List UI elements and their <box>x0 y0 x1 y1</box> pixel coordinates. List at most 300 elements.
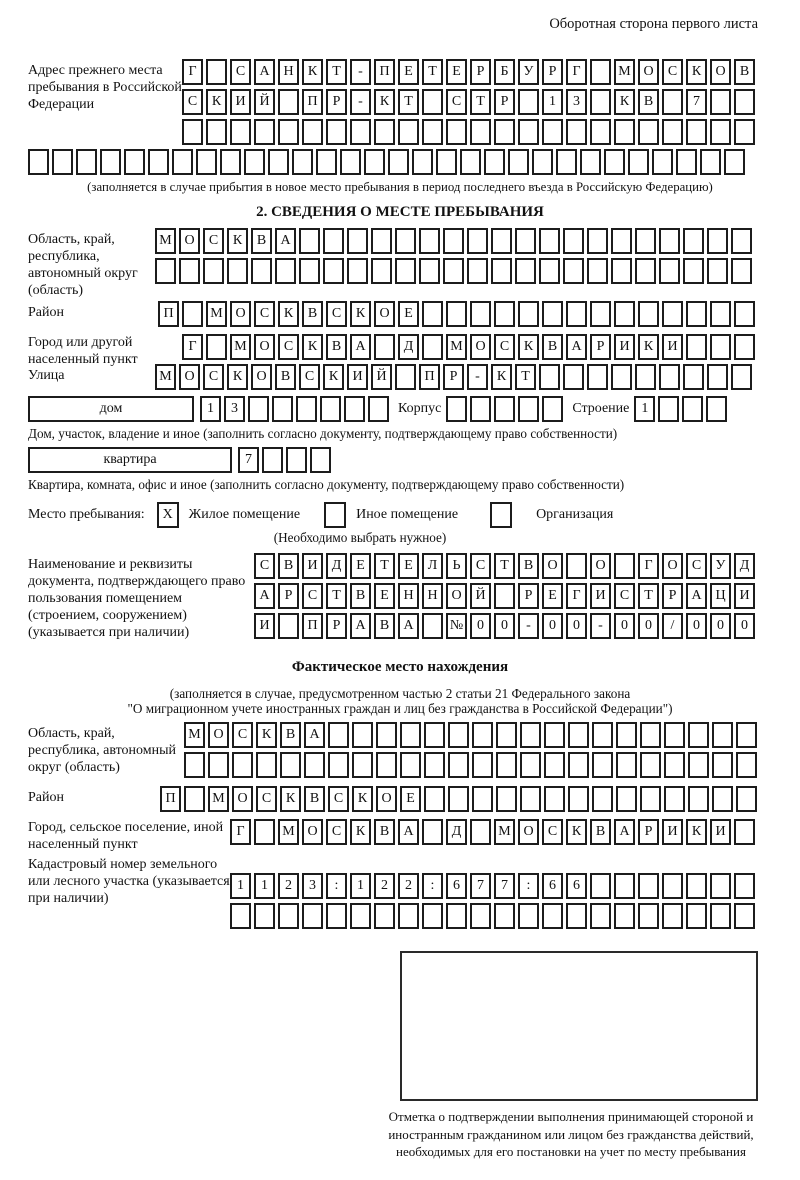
char-cell: 7 <box>238 447 259 473</box>
char-cell: А <box>254 59 275 85</box>
char-cell: Р <box>470 59 491 85</box>
char-cell: 0 <box>542 613 563 639</box>
char-cell: 3 <box>302 873 323 899</box>
char-cell: О <box>232 786 253 812</box>
char-cell <box>566 553 587 579</box>
char-cell: И <box>614 334 635 360</box>
char-cell: Г <box>566 583 587 609</box>
char-cell: К <box>350 301 371 327</box>
char-cell: К <box>491 364 512 390</box>
char-cell: В <box>275 364 296 390</box>
cadastral-label: Кадастровый номер земельного или лесного участка (указывается при наличии) <box>28 857 230 906</box>
char-cell: Г <box>638 553 659 579</box>
char-cell: П <box>160 786 181 812</box>
stroenie-cells[interactable] <box>634 396 730 422</box>
char-cell <box>614 903 635 929</box>
char-cell <box>254 903 275 929</box>
char-cell <box>736 786 757 812</box>
char-cell <box>566 119 587 145</box>
char-cell <box>470 119 491 145</box>
char-cell: С <box>230 59 251 85</box>
street-row[interactable] <box>155 364 755 390</box>
char-cell: В <box>251 228 272 254</box>
char-cell: 0 <box>614 613 635 639</box>
char-cell <box>710 301 731 327</box>
char-cell: С <box>256 786 277 812</box>
char-cell <box>256 752 277 778</box>
char-cell: Е <box>374 583 395 609</box>
char-cell: П <box>374 59 395 85</box>
char-cell <box>446 119 467 145</box>
char-cell <box>491 258 512 284</box>
char-cell <box>278 89 299 115</box>
char-cell: А <box>275 228 296 254</box>
char-cell <box>710 334 731 360</box>
char-cell: В <box>590 819 611 845</box>
char-cell <box>422 819 443 845</box>
char-cell <box>580 149 601 175</box>
char-cell <box>292 149 313 175</box>
char-cell <box>664 722 685 748</box>
street-block <box>0 364 800 394</box>
char-cell: В <box>280 722 301 748</box>
char-cell <box>272 396 293 422</box>
char-cell: К <box>686 819 707 845</box>
char-cell <box>731 364 752 390</box>
char-cell: Е <box>400 786 421 812</box>
cadastral-row-1[interactable] <box>230 873 758 899</box>
char-cell: П <box>158 301 179 327</box>
char-cell <box>688 722 709 748</box>
char-cell <box>422 613 443 639</box>
char-cell <box>395 364 416 390</box>
char-cell: О <box>662 553 683 579</box>
char-cell <box>563 364 584 390</box>
apartment-cells[interactable] <box>238 447 334 473</box>
char-cell <box>638 301 659 327</box>
stay-type-caption: (Необходимо выбрать нужное) <box>273 530 447 545</box>
char-cell <box>496 752 517 778</box>
char-cell: - <box>350 59 371 85</box>
char-cell <box>388 149 409 175</box>
char-cell <box>470 396 491 422</box>
char-cell: Д <box>326 553 347 579</box>
char-cell: С <box>299 364 320 390</box>
char-cell: О <box>179 364 200 390</box>
actual-region-label: Область, край, республика, автономный округ (область) <box>28 726 177 775</box>
char-cell: С <box>254 553 275 579</box>
char-cell <box>275 258 296 284</box>
char-cell: Р <box>494 89 515 115</box>
char-cell <box>736 722 757 748</box>
char-cell: О <box>446 583 467 609</box>
char-cell: Т <box>470 89 491 115</box>
char-cell: М <box>230 334 251 360</box>
char-cell <box>470 903 491 929</box>
char-cell: 3 <box>224 396 245 422</box>
char-cell <box>494 119 515 145</box>
char-cell: К <box>686 59 707 85</box>
char-cell: О <box>518 819 539 845</box>
char-cell: 1 <box>254 873 275 899</box>
char-cell <box>296 396 317 422</box>
char-cell <box>734 903 755 929</box>
char-cell: - <box>518 613 539 639</box>
stay-type-checkbox-residential[interactable]: X <box>157 502 179 528</box>
actual-region-row-2[interactable] <box>184 752 760 778</box>
char-cell <box>436 149 457 175</box>
house-number-cells[interactable] <box>200 396 392 422</box>
char-cell <box>712 752 733 778</box>
char-cell <box>659 258 680 284</box>
prev-address-grid <box>182 59 758 149</box>
char-cell: М <box>494 819 515 845</box>
char-cell <box>182 301 203 327</box>
char-cell <box>590 903 611 929</box>
char-cell: А <box>254 583 275 609</box>
char-cell: О <box>470 334 491 360</box>
char-cell: Ь <box>446 553 467 579</box>
char-cell <box>712 722 733 748</box>
char-cell: 0 <box>494 613 515 639</box>
char-cell <box>422 119 443 145</box>
char-cell: С <box>182 89 203 115</box>
char-cell <box>515 228 536 254</box>
char-cell <box>350 119 371 145</box>
char-cell <box>652 149 673 175</box>
char-cell <box>350 903 371 929</box>
char-cell <box>688 786 709 812</box>
char-cell <box>448 722 469 748</box>
document-row-3[interactable] <box>254 613 758 639</box>
char-cell <box>628 149 649 175</box>
char-cell <box>662 903 683 929</box>
actual-district-label: Район <box>28 790 64 805</box>
house-box[interactable]: дом <box>28 396 194 422</box>
char-cell <box>566 903 587 929</box>
char-cell: О <box>590 553 611 579</box>
char-cell: 1 <box>200 396 221 422</box>
char-cell <box>278 613 299 639</box>
char-cell <box>371 228 392 254</box>
document-label: Наименование и реквизиты документа, подтверждающего право пользования помещением (строением, сооружением) (указывается при наличии) <box>28 557 246 640</box>
char-cell: В <box>518 553 539 579</box>
char-cell: И <box>347 364 368 390</box>
char-cell <box>734 873 755 899</box>
char-cell: У <box>710 553 731 579</box>
char-cell: И <box>254 613 275 639</box>
char-cell <box>590 301 611 327</box>
char-cell <box>662 119 683 145</box>
char-cell <box>659 228 680 254</box>
char-cell: С <box>302 583 323 609</box>
char-cell <box>232 752 253 778</box>
char-cell: В <box>350 583 371 609</box>
char-cell <box>520 786 541 812</box>
char-cell: М <box>155 228 176 254</box>
char-cell: В <box>278 553 299 579</box>
char-cell <box>710 903 731 929</box>
char-cell <box>230 903 251 929</box>
char-cell <box>304 752 325 778</box>
prev-address-row-2[interactable] <box>182 89 758 115</box>
char-cell <box>688 752 709 778</box>
char-cell <box>518 396 539 422</box>
char-cell <box>398 119 419 145</box>
char-cell <box>518 903 539 929</box>
confirmation-stamp-caption: Отметка о подтверждении выполнения принимающей стороной и иностранным гражданином или лицом без гражданства действий, необходимых для его постановки на учет по месту пребывания <box>388 1109 754 1159</box>
char-cell <box>614 873 635 899</box>
char-cell <box>508 149 529 175</box>
city-row[interactable] <box>182 334 758 360</box>
char-cell: 0 <box>470 613 491 639</box>
char-cell: А <box>566 334 587 360</box>
char-cell <box>518 301 539 327</box>
char-cell <box>590 119 611 145</box>
char-cell <box>664 786 685 812</box>
actual-region-row-1[interactable] <box>184 722 760 748</box>
cadastral-row-2[interactable] <box>230 903 758 929</box>
char-cell: К <box>518 334 539 360</box>
char-cell <box>539 228 560 254</box>
char-cell: С <box>494 334 515 360</box>
char-cell: Н <box>422 583 443 609</box>
char-cell <box>734 89 755 115</box>
char-cell: С <box>614 583 635 609</box>
char-cell: С <box>662 59 683 85</box>
char-cell <box>424 752 445 778</box>
prev-address-row-3[interactable] <box>182 119 758 145</box>
char-cell: Е <box>398 553 419 579</box>
char-cell: / <box>662 613 683 639</box>
char-cell <box>299 258 320 284</box>
prev-address-row-4[interactable] <box>28 149 748 175</box>
char-cell <box>587 364 608 390</box>
char-cell <box>710 873 731 899</box>
char-cell: Р <box>326 89 347 115</box>
korpus-cells[interactable] <box>446 396 566 422</box>
char-cell: Т <box>494 553 515 579</box>
char-cell: - <box>590 613 611 639</box>
char-cell: С <box>326 301 347 327</box>
char-cell <box>520 722 541 748</box>
char-cell <box>371 258 392 284</box>
char-cell <box>544 722 565 748</box>
korpus-label: Корпус <box>398 401 442 416</box>
char-cell: 1 <box>350 873 371 899</box>
char-cell <box>368 396 389 422</box>
char-cell: К <box>280 786 301 812</box>
char-cell <box>712 786 733 812</box>
char-cell <box>686 903 707 929</box>
char-cell <box>736 752 757 778</box>
stay-type-checkbox-other-premises[interactable] <box>324 502 346 528</box>
char-cell: О <box>230 301 251 327</box>
stay-type-checkbox-organization[interactable] <box>490 502 512 528</box>
char-cell <box>686 119 707 145</box>
district-row[interactable] <box>158 301 758 327</box>
char-cell <box>611 364 632 390</box>
char-cell <box>412 149 433 175</box>
char-cell <box>710 119 731 145</box>
prev-address-row-1[interactable] <box>182 59 758 85</box>
char-cell <box>206 334 227 360</box>
char-cell: С <box>326 819 347 845</box>
char-cell <box>328 752 349 778</box>
char-cell <box>724 149 745 175</box>
char-cell: О <box>179 228 200 254</box>
char-cell <box>446 301 467 327</box>
char-cell <box>323 228 344 254</box>
char-cell <box>635 258 656 284</box>
char-cell <box>155 258 176 284</box>
char-cell: : <box>326 873 347 899</box>
char-cell <box>542 301 563 327</box>
char-cell <box>542 396 563 422</box>
char-cell <box>683 258 704 284</box>
char-cell <box>340 149 361 175</box>
prev-address-label: Адрес прежнего места пребывания в Российской Федерации <box>28 63 182 112</box>
char-cell <box>611 228 632 254</box>
region-row-2[interactable] <box>155 258 755 284</box>
char-cell: Р <box>662 583 683 609</box>
char-cell: А <box>350 613 371 639</box>
char-cell: Т <box>326 59 347 85</box>
char-cell: А <box>304 722 325 748</box>
char-cell: Т <box>398 89 419 115</box>
char-cell: М <box>206 301 227 327</box>
char-cell: В <box>374 819 395 845</box>
char-cell <box>686 301 707 327</box>
char-cell: О <box>542 553 563 579</box>
char-cell: Д <box>398 334 419 360</box>
house-row <box>0 396 800 426</box>
char-cell: Т <box>638 583 659 609</box>
prev-address-block <box>0 59 800 149</box>
actual-location-caption-2: "О миграционном учете иностранных граждан и лиц без гражданства в Российской Федерации") <box>127 701 673 716</box>
char-cell <box>616 786 637 812</box>
char-cell <box>326 119 347 145</box>
char-cell <box>196 149 217 175</box>
char-cell <box>467 258 488 284</box>
char-cell <box>148 149 169 175</box>
char-cell <box>659 364 680 390</box>
char-cell: 0 <box>686 613 707 639</box>
char-cell: С <box>278 334 299 360</box>
region-row-1[interactable] <box>155 228 755 254</box>
char-cell: Г <box>566 59 587 85</box>
char-cell: Р <box>278 583 299 609</box>
char-cell <box>248 396 269 422</box>
char-cell: Р <box>542 59 563 85</box>
char-cell: С <box>686 553 707 579</box>
actual-city-row[interactable] <box>230 819 758 845</box>
char-cell: К <box>566 819 587 845</box>
confirmation-stamp-box[interactable] <box>400 951 758 1101</box>
char-cell: Е <box>542 583 563 609</box>
char-cell <box>638 903 659 929</box>
char-cell <box>448 752 469 778</box>
char-cell: С <box>203 364 224 390</box>
char-cell: 6 <box>542 873 563 899</box>
char-cell: М <box>446 334 467 360</box>
document-block <box>0 553 800 643</box>
char-cell <box>734 819 755 845</box>
char-cell: П <box>419 364 440 390</box>
char-cell <box>446 396 467 422</box>
char-cell <box>590 89 611 115</box>
char-cell <box>515 258 536 284</box>
char-cell <box>638 873 659 899</box>
char-cell: Г <box>182 59 203 85</box>
document-row-2[interactable] <box>254 583 758 609</box>
char-cell <box>682 396 703 422</box>
prev-address-row-4-wrap <box>0 149 800 179</box>
document-row-1[interactable] <box>254 553 758 579</box>
char-cell: Д <box>446 819 467 845</box>
char-cell: Б <box>494 59 515 85</box>
char-cell: Р <box>443 364 464 390</box>
char-cell <box>400 722 421 748</box>
char-cell <box>491 228 512 254</box>
char-cell <box>472 786 493 812</box>
char-cell <box>182 119 203 145</box>
char-cell: М <box>278 819 299 845</box>
region-label: Область, край, республика, автономный округ (область) <box>28 232 138 298</box>
char-cell: Р <box>590 334 611 360</box>
char-cell <box>616 752 637 778</box>
char-cell <box>494 903 515 929</box>
char-cell: 1 <box>542 89 563 115</box>
char-cell: Т <box>515 364 536 390</box>
char-cell: И <box>662 819 683 845</box>
char-cell <box>398 903 419 929</box>
actual-location-caption-1: (заполняется в случае, предусмотренном частью 2 статьи 21 Федерального закона <box>169 686 631 701</box>
char-cell <box>460 149 481 175</box>
char-cell <box>731 258 752 284</box>
char-cell <box>299 228 320 254</box>
char-cell: О <box>638 59 659 85</box>
actual-district-block <box>0 786 800 816</box>
char-cell <box>326 903 347 929</box>
section2-title: 2. СВЕДЕНИЯ О МЕСТЕ ПРЕБЫВАНИЯ <box>256 204 544 220</box>
char-cell <box>734 334 755 360</box>
char-cell <box>422 89 443 115</box>
char-cell <box>422 903 443 929</box>
actual-district-row[interactable] <box>160 786 760 812</box>
char-cell <box>220 149 241 175</box>
char-cell: Й <box>470 583 491 609</box>
char-cell <box>640 722 661 748</box>
char-cell <box>568 722 589 748</box>
district-block <box>0 301 800 331</box>
char-cell <box>590 873 611 899</box>
char-cell: К <box>302 334 323 360</box>
char-cell: Е <box>398 301 419 327</box>
actual-city-label: Город, сельское поселение, иной населенный пункт <box>28 820 224 852</box>
char-cell: О <box>251 364 272 390</box>
char-cell <box>443 228 464 254</box>
char-cell <box>419 228 440 254</box>
char-cell: И <box>734 583 755 609</box>
char-cell <box>352 722 373 748</box>
char-cell: С <box>446 89 467 115</box>
stay-type-label: Место пребывания: <box>28 507 145 522</box>
char-cell <box>364 149 385 175</box>
char-cell: Е <box>398 59 419 85</box>
apartment-box[interactable]: квартира <box>28 447 232 473</box>
street-label: Улица <box>28 368 65 383</box>
